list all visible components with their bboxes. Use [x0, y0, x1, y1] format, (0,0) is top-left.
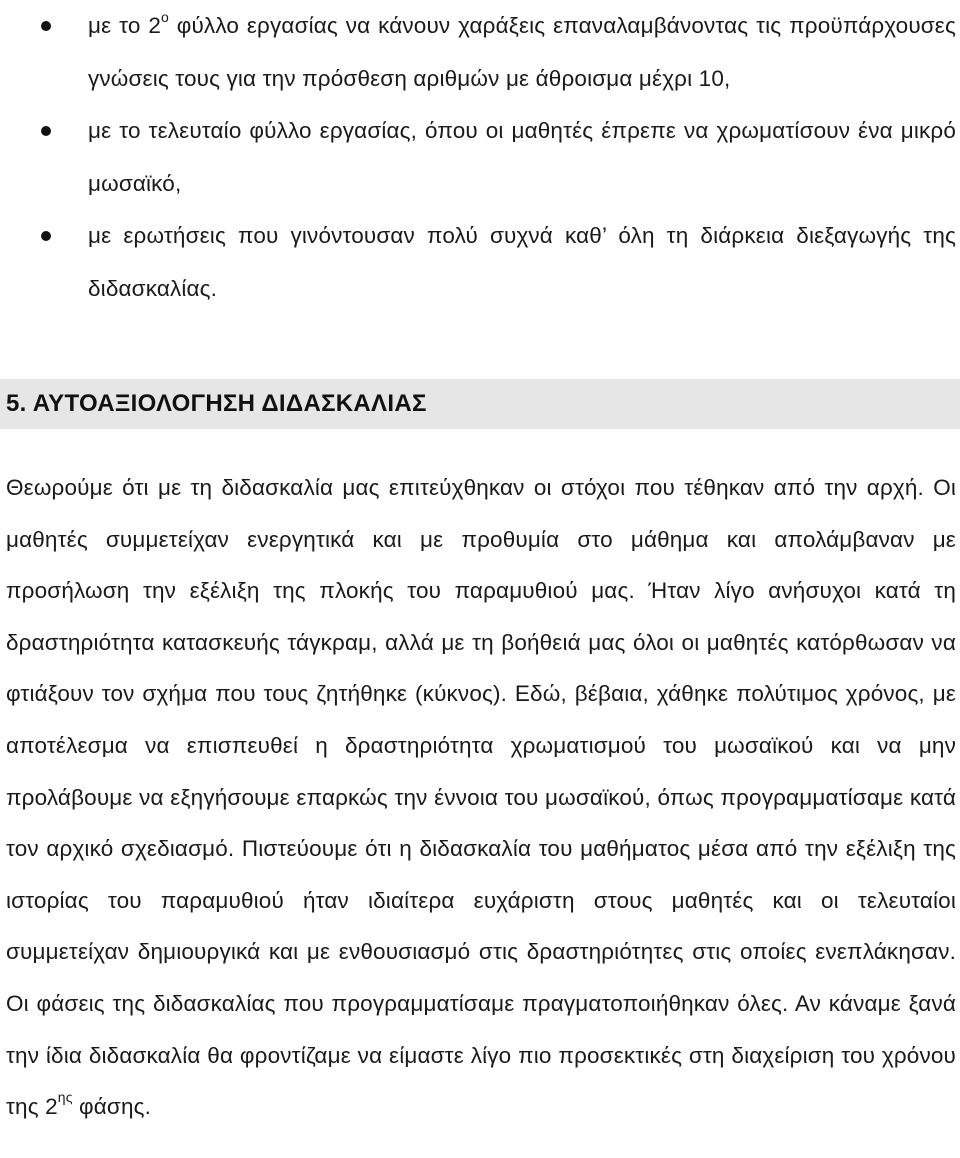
ordinal-superscript: ης [57, 1088, 73, 1105]
bullet-icon [41, 231, 51, 241]
list-item [0, 210, 960, 315]
paragraph-text-end: φάσης. [72, 1094, 152, 1120]
section-heading: 5. ΑΥΤΟΑΞΙΟΛΟΓΗΣΗ ΔΙΔΑΣΚΑΛΙΑΣ [0, 379, 960, 429]
bullet-icon [41, 126, 51, 136]
bullet-icon [41, 21, 51, 31]
list-item-text: με ερωτήσεις που γινόντουσαν πολύ συχνά καθ’ όλη τη διάρκεια διεξαγωγής της διδασκαλίας. [88, 223, 956, 301]
bullet-list [0, 0, 960, 315]
list-item-text: φύλλο εργασίας να κάνουν χαράξεις επαναλαμβάνοντας τις προϋπάρχουσες γνώσεις τους για την πρόσθεση αριθμών με άθροισμα μέχρι 10, [88, 13, 956, 91]
body-paragraph [6, 462, 956, 1133]
list-item-text: με το τελευταίο φύλλο εργασίας, όπου οι μαθητές έπρεπε να χρωματίσουν ένα μικρό μωσαϊκό, [88, 118, 956, 196]
list-item [0, 105, 960, 210]
ordinal-superscript: ο [160, 8, 169, 25]
list-item-text: με το 2 [88, 13, 161, 38]
list-item [0, 0, 960, 105]
paragraph-text: Θεωρούμε ότι με τη διδασκαλία μας επιτεύχθηκαν οι στόχοι που τέθηκαν από την αρχή. Οι μαθητές συμμετείχαν ενεργητικά και με προθυμία στο μάθημα και απολάμβαναν με προσήλωση την εξέλιξη της πλοκής του παραμυθιού μας. Ήταν λίγο ανήσυχοι κατά τη δραστηριότητα κατασκευής τάγκραμ, αλλά με τη βοήθειά μας όλοι οι μαθητές κατόρθωσαν να φτιάξουν τον σχήμα που τους ζητήθηκε (κύκνος). Εδώ, βέβαια, χάθηκε πολύτιμος χρόνος, με αποτέλεσμα να επισπευθεί η δραστηριότητα χρωματισμού του μωσαϊκού και να μην προλάβουμε να εξηγήσουμε επαρκώς την έννοια του μωσαϊκού, όπως προγραμματίσαμε κατά τον αρχικό σχεδιασμό. Πιστεύουμε ότι η διδασκαλία του μαθήματος μέσα από την εξέλιξη της ιστορίας του παραμυθιού ήταν ιδιαίτερα ευχάριστη στους μαθητές και οι τελευταίοι συμμετείχαν δημιουργικά και με ενθουσιασμό στις δραστηριότητες στις οποίες ενεπλάκησαν. Οι φάσεις της διδασκαλίας που προγραμματίσαμε πραγματοποιήθηκαν όλες. Αν κάναμε ξανά την ίδια διδασκαλία θα φροντίζαμε να είμαστε λίγο πιο προσεκτικές στη διαχείριση του χρόνου της 2 [6, 475, 956, 1120]
